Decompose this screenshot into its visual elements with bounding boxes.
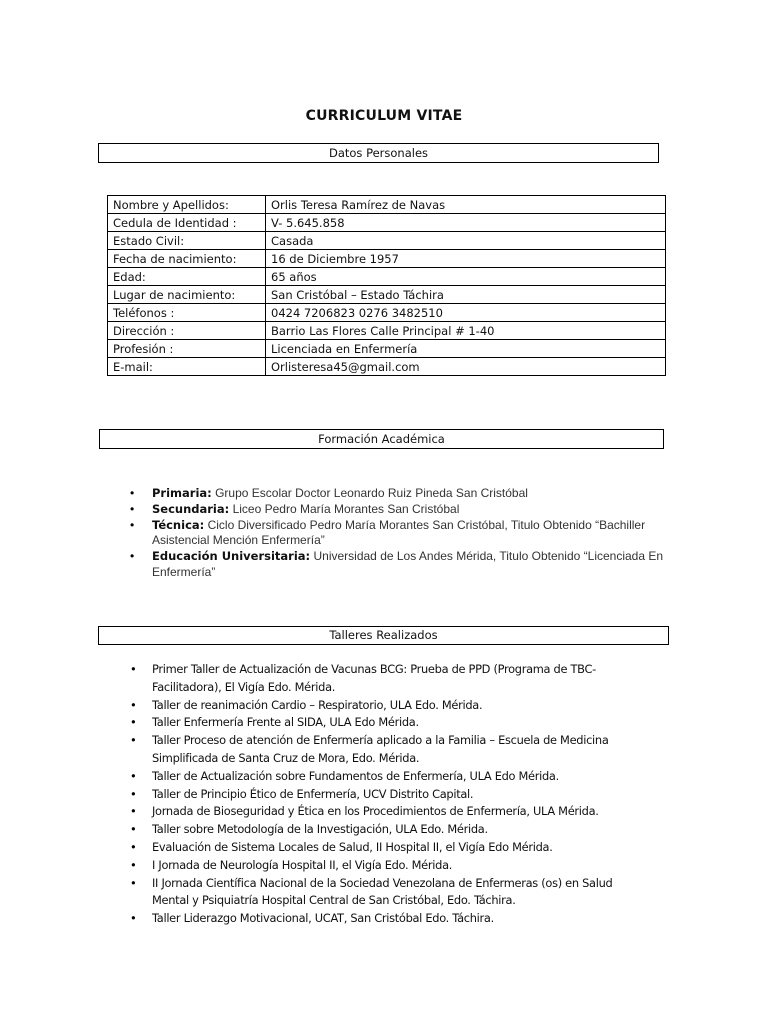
field-value: Barrio Las Flores Calle Principal # 1-40	[266, 322, 666, 340]
item-text: Liceo Pedro María Morantes San Cristóbal	[229, 501, 460, 516]
list-item	[130, 502, 670, 517]
field-label: Dirección :	[108, 322, 266, 340]
table-row	[108, 250, 666, 268]
field-value: Licenciada en Enfermería	[266, 340, 666, 358]
workshops-list	[130, 661, 650, 928]
field-value: San Cristóbal – Estado Táchira	[266, 286, 666, 304]
table-row	[108, 304, 666, 322]
list-item: • Taller de reanimación Cardio – Respiratorio, ULA Edo. Mérida.	[130, 697, 650, 715]
field-value: Orlis Teresa Ramírez de Navas	[266, 196, 666, 214]
list-item: • Taller Liderazgo Motivacional, UCAT, San Cristóbal Edo. Táchira.	[130, 910, 650, 928]
field-label: Fecha de nacimiento:	[108, 250, 266, 268]
field-value: V- 5.645.858	[266, 214, 666, 232]
table-row	[108, 340, 666, 358]
field-label: Estado Civil:	[108, 232, 266, 250]
field-label: Teléfonos :	[108, 304, 266, 322]
document-title: CURRICULUM VITAE	[305, 108, 463, 124]
field-value[interactable]: Orlisteresa45@gmail.com	[266, 358, 666, 376]
list-item	[130, 518, 670, 549]
table-row	[108, 286, 666, 304]
item-key: Técnica:	[152, 517, 205, 532]
item-key: Secundaria:	[152, 501, 230, 516]
field-value: 0424 7206823 0276 3482510	[266, 304, 666, 322]
field-label: Edad:	[108, 268, 266, 286]
table-row	[108, 322, 666, 340]
list-item: • Taller Enfermería Frente al SIDA, ULA Edo Mérida.	[130, 714, 650, 732]
table-row	[108, 268, 666, 286]
list-item	[130, 549, 670, 580]
section-header-datos-personales: Datos Personales	[98, 143, 659, 163]
field-label: Nombre y Apellidos:	[108, 196, 266, 214]
education-list	[130, 486, 670, 580]
section-header-talleres-realizados: Talleres Realizados	[98, 626, 669, 645]
list-item: • II Jornada Científica Nacional de la Sociedad Venezolana de Enfermeras (os) en Salud Mental y Psiquiatría Hospital Central de San Cristóbal, Edo. Táchira.	[130, 875, 650, 911]
list-item: • Taller sobre Metodología de la Investigación, ULA Edo. Mérida.	[130, 821, 650, 839]
field-label: Profesión :	[108, 340, 266, 358]
item-text: Universidad de Los Andes Mérida, Titulo Obtenido “Licenciada En Enfermería”	[152, 549, 664, 579]
item-key: Primaria:	[152, 486, 212, 500]
item-text: Grupo Escolar Doctor Leonardo Ruiz Pineda San Cristóbal	[211, 486, 528, 500]
field-label: E-mail:	[108, 358, 266, 376]
list-item: • Evaluación de Sistema Locales de Salud, II Hospital II, el Vigía Edo Mérida.	[130, 839, 650, 857]
field-value: 65 años	[266, 268, 666, 286]
table-row	[108, 358, 666, 376]
list-item: • Taller de Actualización sobre Fundamentos de Enfermería, ULA Edo Mérida.	[130, 768, 650, 786]
personal-data-table	[107, 195, 666, 376]
item-text: Ciclo Diversificado Pedro María Morantes San Cristóbal, Titulo Obtenido “Bachiller Asistencial Mención Enfermería”	[152, 517, 646, 548]
table-row	[108, 196, 666, 214]
field-label: Lugar de nacimiento:	[108, 286, 266, 304]
list-item: • I Jornada de Neurología Hospital II, el Vigía Edo. Mérida.	[130, 857, 650, 875]
section-header-formacion-academica: Formación Académica	[99, 429, 664, 449]
field-label: Cedula de Identidad :	[108, 214, 266, 232]
field-value: Casada	[266, 232, 666, 250]
list-item: • Primer Taller de Actualización de Vacunas BCG: Prueba de PPD (Programa de TBC-Facilitadora), El Vigía Edo. Mérida.	[130, 661, 650, 697]
table-row	[108, 214, 666, 232]
list-item: • Taller de Principio Ético de Enfermería, UCV Distrito Capital.	[130, 786, 650, 804]
list-item: • Taller Proceso de atención de Enfermería aplicado a la Familia – Escuela de Medicina Simplificada de Santa Cruz de Mora, Edo. Mérida.	[130, 732, 650, 768]
list-item: • Jornada de Bioseguridad y Ética en los Procedimientos de Enfermería, ULA Mérida.	[130, 803, 650, 821]
list-item	[130, 486, 670, 501]
field-value: 16 de Diciembre 1957	[266, 250, 666, 268]
item-key: Educación Universitaria:	[152, 549, 311, 564]
table-row	[108, 232, 666, 250]
